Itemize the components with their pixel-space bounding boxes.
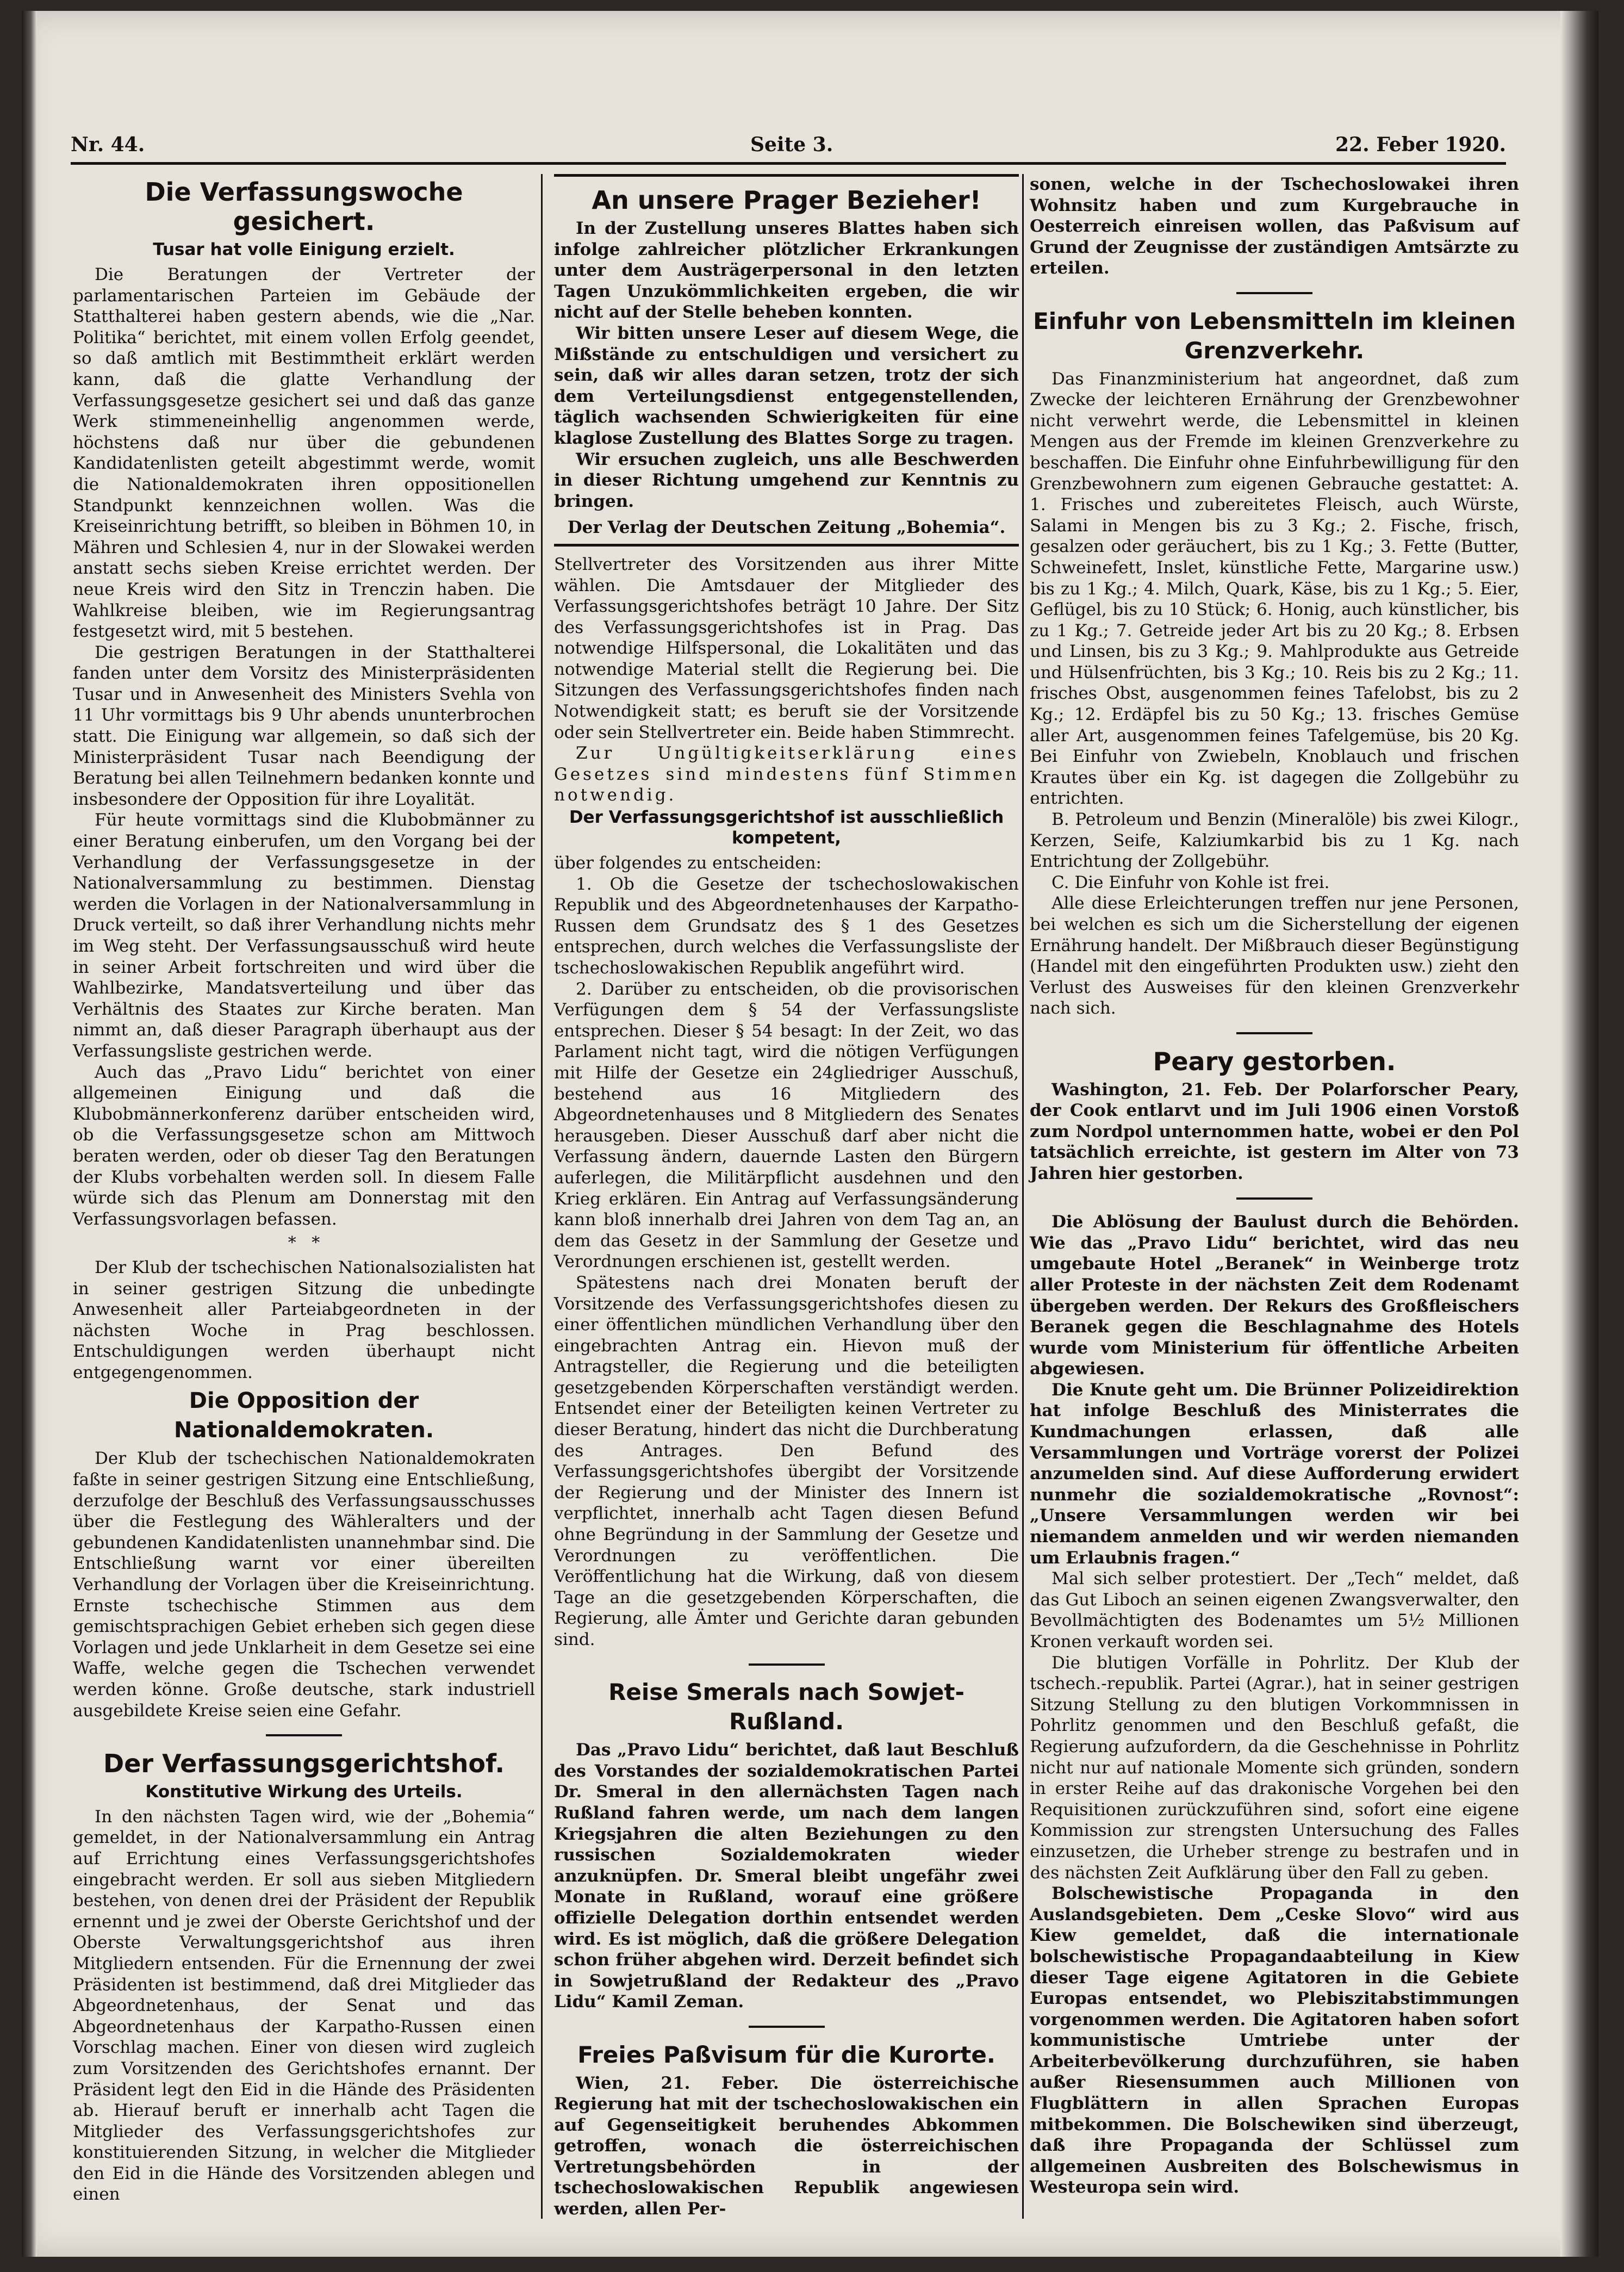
paragraph: Stellvertreter des Vorsitzenden aus ihrer Mitte wählen. Die Amtsdauer der Mitglieder des Verfassungsgerichtshofes beträgt 10 Jahre. Der Sitz des Verfassungsgerichtshofes ist in Prag. Das notwendige Hilfspersonal, die Lokalitäten und das notwendige Material stellt die Regierung bei. Die Sitzungen des Verfassungsgerichtshofes finden nach Notwendigkeit statt; es beruft sie der Vorsitzende oder sein Stellvertreter ein. Beide haben Stimmrecht. — [554, 554, 1019, 742]
paragraph-spaced: Zur Ungültigkeitserklärung eines Gesetzes sind mindestens fünf Stimmen notwendig. — [554, 743, 1019, 805]
paragraph: über folgendes zu entscheiden: — [554, 853, 822, 873]
paragraph: Die Ablösung der Baulust durch die Behörden. Wie das „Pravo Lidu“ berichtet, wird das neu umgebaute Hotel „Beranek“ in Weinberge trotz aller Proteste in der nächsten Zeit dem Rodenamt übergeben werden. Der Rekurs des Großfleischers Beranek gegen die Beschlagnahme des Hotels wurde vom Ministerium für öffentliche Arbeiten abgewiesen. — [1030, 1212, 1519, 1379]
article-title-passvisum: Freies Paßvisum für die Kurorte. — [577, 2041, 995, 2068]
paragraph: B. Petroleum und Benzin (Mineralöle) bis zwei Kilogr., Kerzen, Seife, Kalziumkarbid bis zu 1 Kg. nach Entrichtung der Zollgebühr. — [1030, 810, 1519, 872]
header-rule — [71, 162, 1506, 165]
paragraph: Bolschewistische Propaganda in den Auslandsgebieten. Dem „Ceske Slovo“ wird aus Kiew gemeldet, daß die internationale bolschewistische Propagandaabteilung in Kiew dieser Tage eigene Agitatoren in die Gebiete Europas entsendet, wo Plebiszitabstimmungen vorgenommen werden. Die Agitatoren haben sofort kommunistische Umtriebe unter der Arbeiterbevölkerung durchzuführen, sie haben außer Riesensummen auch Millionen von Flugblättern in allen Sprachen Europas mitbekommen. Die Bolschewiken sind überzeugt, daß ihre Propaganda der Schlüssel zum allgemeinen Ausbreiten des Bolschewismus in Westeuropa sein wird. — [1030, 1884, 1519, 2197]
column-2 — [552, 174, 1021, 2230]
asterisk-divider: * * — [288, 1233, 320, 1253]
paragraph: In den nächsten Tagen wird, wie der „Bohemia“ gemeldet, in der Nationalversammlung ein Antrag auf Errichtung eines Verfassungsgerichtshofes eingebracht werden. Er soll aus sieben Mitgliedern bestehen, von denen drei der Präsident der Republik ernennt und je zwei der Oberste Gerichtshof und der Oberste Verwaltungsgerichtshof aus ihren Mitgliedern entsenden. Für die Ernennung der zwei Präsidenten ist bestimmend, daß drei Mitglieder das Abgeordnetenhaus, der Senat und das Abgeordnetenhaus der Karpatho-Russen einen Vorschlag machen. Einer von diesen wird zugleich zum Vorsitzenden des Gerichtshofes ernannt. Der Präsident legt den Eid in die Hände des Präsidenten ab. Hierauf beruft er innerhalb acht Tagen die Mitglieder des Verfassungsgerichtshofes zur konstituierenden Sitzung, in welcher die Mitglieder den Eid in die Hände des Vorsitzenden ablegen und einen — [73, 1807, 535, 2205]
paragraph: Der Klub der tschechischen Nationalsozialisten hat in seiner gestrigen Sitzung die unbedingte Anwesenheit aller Parteiabgeordneten in der nächsten Woche in Prag beschlossen. Entschuldigungen werden überhaupt nicht entgegengenommen. — [73, 1257, 535, 1382]
page-binding-shadow — [22, 11, 37, 2257]
paragraph: Die Knute geht um. Die Brünner Polizeidirektion hat infolge Beschluß des Ministerrates die Kundmachungen erlassen, daß alle Versammlungen und Vorträge vorerst der Polizei anzumelden sind. Auf diese Aufforderung erwidert nunmehr die sozialdemokratische „Rovnost“: „Unsere Versammlungen werden wir bei niemandem anmelden und wir werden niemanden um Erlaubnis fragen.“ — [1030, 1380, 1519, 1568]
paragraph: C. Die Einfuhr von Kohle ist frei. — [1051, 872, 1330, 892]
section-divider — [1030, 282, 1519, 303]
paragraph: Das „Pravo Lidu“ berichtet, daß laut Beschluß des Vorstandes der sozialdemokratischen Partei Dr. Smeral in den allernächsten Tagen nach Rußland fahren werde, um nach dem langen Kriegsjahren die alten Beziehungen zu den russischen Sozialdemokraten wieder anzuknüpfen. Dr. Smeral bleibt ungefähr zwei Monate in Rußland, worauf eine größere offizielle Delegation dorthin entsendet werden wird. Es ist möglich, daß die größere Delegation schon früher abgehen wird. Derzeit befindet sich in Sowjetrußland der Redakteur des „Pravo Lidu“ Kamil Zeman. — [554, 1740, 1019, 2012]
section-divider — [1030, 1022, 1519, 1044]
column-1 — [71, 174, 537, 2230]
issue-number: Nr. 44. — [71, 133, 145, 156]
article-title-verfassungswoche: Die Verfassungswoche gesichert. — [145, 177, 463, 236]
paragraph: Die gestrigen Beratungen in der Statthalterei fanden unter dem Vorsitz des Ministerpräsidenten Tusar und in Anwesenheit des Ministers Svehla von 11 Uhr vormittags bis 9 Uhr abends ununterbrochen statt. Die Einigung war allgemein, so daß sich der Ministerpräsident Tusar nach Beendigung der Beratung bei allen Teilnehmern bedanken konnte und insbesondere der Opposition für ihre Loyalität. — [73, 642, 535, 809]
paragraph: sonen, welche in der Tschechoslowakei ihren Wohnsitz haben und zum Kurgebrauche in Oesterreich einreisen wollen, das Paßvisum auf Grund der Zeugnisse der zuständigen Amtsärzte zu erteilen. — [1030, 175, 1519, 278]
subscriber-notice — [554, 174, 1019, 547]
section-divider — [73, 1724, 535, 1746]
paragraph: Wir bitten unsere Leser auf diesem Wege, die Mißstände zu entschuldigen und versichert zu sein, daß wir alles daran setzen, trotz der sich dem Verteilungsdienst entgegenstellenden, täglich wachsenden Schwierigkeiten für eine klaglose Zustellung des Blattes Sorge zu tragen. — [554, 323, 1019, 448]
section-divider — [1030, 1188, 1519, 1209]
notice-title: An unsere Prager Bezieher! — [592, 185, 981, 215]
column-3 — [1028, 174, 1521, 2230]
paragraph: Die Beratungen der Vertreter der parlamentarischen Parteien im Gebäude der Statthalterei haben gestern abends, wie die „Nar. Politika“ berichtet, mit einem vollen Erfolg geendet, so daß amtlich mit Bestimmtheit erklärt werden kann, daß die glatte Verhandlung der Verfassungsgesetze gesichert sei und daß das ganze Werk stimmeneinhellig angenommen werde, höchstens daß nur über die gebundenen Kandidatenlisten geteilt abgestimmt werde, womit die Nationaldemokraten ihren oppositionellen Standpunkt kennzeichnen wollen. Was die Kreiseinrichtung betrifft, so bleiben in Böhmen 10, in Mähren und Schlesien 4, nur in der Slowakei werden anstatt sechs sieben Kreise errichtet werden. Der neue Kreis wird den Sitz in Trenczin haben. Die Wahlkreise bleiben, wie im Regierungsantrag festgesetzt wird, mit 5 bestehen. — [73, 265, 535, 642]
article-title-verfassungsgerichtshof: Der Verfassungsgerichtshof. — [103, 1748, 505, 1778]
paragraph: Für heute vormittags sind die Klubobmänner zu einer Beratung einberufen, um den Vorgang bei der Verhandlung der Verfassungsgesetze in der Nationalversammlung zu bestimmen. Dienstag werden die Vorlagen in der Nationalversammlung in Druck verteilt, so daß ihrer Verhandlung nichts mehr im Weg steht. Der Verfassungsausschuß wird heute in seiner Arbeit fortschreiten und wird über die Wahlbezirke, Mandatsverteilung und über das Verhältnis des Staates zur Kirche beraten. Man nimmt an, daß dieser Paragraph überhaupt aus der Verfassungsliste gestrichen werde. — [73, 810, 535, 1061]
column-rule-1 — [541, 174, 543, 2219]
page-header — [71, 128, 1506, 166]
notice-signature: Der Verlag der Deutschen Zeitung „Bohemia“. — [567, 518, 1006, 538]
paragraph: Der Klub der tschechischen Nationaldemokraten faßte in seiner gestrigen Sitzung eine Entschließung, derzufolge der Beschluß des Verfassungsausschusses über die Festlegung des Wähleralters und der gebundenen Kandidatenlisten unannehmbar sind. Die Entschließung warnt vor einer übereilten Verhandlung der Vorlagen über die Kreiseinrichtung. Ernste tschechische Stimmen aus dem gemischtsprachigen Gebiet erheben sich gegen diese Vorlagen und jede Unklarheit in dem Gesetze sei eine Waffe, welche gegen die Tschechen verwendet werden könne. Große deutsche, stark industriell ausgebildete Kreise seien eine Gefahr. — [73, 1449, 535, 1721]
paragraph: Die blutigen Vorfälle in Pohrlitz. Der Klub der tschech.-republik. Partei (Agrar.), hat in seiner gestrigen Sitzung Stellung zu den blutigen Vorkommnissen in Pohrlitz genommen und den Beschluß gefaßt, die Regierung aufzufordern, da die Geschehnisse in Pohrlitz nicht nur auf nationale Momente sich gründen, sondern in erster Reihe auf das drakonische Vorgehen bei den Requisitionen zurückzuführen sind, sofort eine eigene Kommission zur strengsten Untersuchung des Falles einzusetzen, die Urheber strenge zu bestrafen und in des nächsten Zeit Aufklärung über den Fall zu geben. — [1030, 1653, 1519, 1883]
newspaper-page — [22, 11, 1598, 2257]
section-divider — [554, 2016, 1019, 2037]
competence-heading: Der Verfassungsgerichtshof ist ausschließlich kompetent, — [569, 808, 1004, 848]
paragraph: Spätestens nach drei Monaten beruft der Vorsitzende des Verfassungsgerichtshofes diesen zu einer öffentlichen mündlichen Verhandlung über den eingebrachten Antrag ein. Hievon muß der Antragsteller, die Regierung und die beteiligten gesetzgebenden Körperschaften verständigt werden. Entsendet einer der Beteiligten keinen Vertreter zu dieser Beratung, hindert das nicht die Durchberatung des Antrages. Den Befund des Verfassungsgerichtshofes übergibt der Vorsitzende der Regierung und der Minister des Innern ist verpflichtet, innerhalb acht Tagen diesen Befund ohne Begründung in der Sammlung der Gesetze und Verordnungen zu veröffentlichen. Die Veröffentlichung hat die Wirkung, daß von diesem Tage an die gesetzgebenden Körperschaften, die Regierung, alle Ämter und Gerichte daran gebunden sind. — [554, 1272, 1019, 1649]
paragraph: Wir ersuchen zugleich, uns alle Beschwerden in dieser Richtung umgehend zur Kenntnis zu bringen. — [554, 449, 1019, 511]
article-title-opposition: Die Opposition der Nationaldemokraten. — [173, 1388, 434, 1443]
article-subtitle-tusar: Tusar hat volle Einigung erzielt. — [153, 240, 455, 259]
column-rule-2 — [1022, 174, 1024, 2219]
article-title-smeral: Reise Smerals nach Sowjet-Rußland. — [608, 1679, 965, 1735]
paragraph: Wien, 21. Feber. Die österreichische Regierung hat mit der tschechoslowakischen ein auf Gegenseitigkeit beruhendes Abkommen getroffen, wonach die österreichischen Vertretungsbehörden in der tschechoslowakischen Republik angewiesen werden, allen Per- — [554, 2073, 1019, 2219]
paragraph: In der Zustellung unseres Blattes haben sich infolge zahlreicher plötzlicher Erkrankungen unter dem Austrägerpersonal in den letzten Tagen Unzukömmlichkeiten ergeben, die wir nicht auf der Stelle beheben konnten. — [554, 219, 1019, 322]
paragraph: Das Finanzministerium hat angeordnet, daß zum Zwecke der leichteren Ernährung der Grenzbewohner nicht verwehrt werde, die Lebensmittel in kleinen Mengen aus der Fremde im kleinen Grenzverkehre zu beschaffen. Die Einfuhr ohne Einfuhrbewilligung für den Grenzbewohnern zum eigenen Gebrauche gestattet: A. 1. Frisches und zubereitetes Fleisch, auch Würste, Salami in Mengen bis zu 3 Kg.; 2. Fische, frisch, gesalzen oder geräuchert, bis zu 1 Kg.; 3. Fette (Butter, Schweinefett, Inslet, künstliche Fette, Margarine usw.) bis zu 1 Kg.; 4. Milch, Quark, Käse, bis zu 1 Kg.; 5. Eier, Geflügel, bis zu 10 Stück; 6. Honig, auch künstlicher, bis zu 1 Kg.; 7. Getreide jeder Art bis zu 20 Kg.; 8. Erbsen und Linsen, bis zu 3 Kg.; 9. Mahlprodukte aus Getreide und Hülsenfrüchten, bis 3 Kg.; 10. Reis bis zu 2 Kg.; 11. frisches Obst, ausgenommen feines Tafelobst, bis zu 2 Kg.; 12. Erdäpfel bis zu 50 Kg.; 13. frisches Gemüse aller Art, ausgenommen feines Tafelgemüse, bis 20 Kg. Bei Einfuhr von Zwiebeln, Knoblauch und frischen Krautes über ein Kg. ist dagegen die Zollgebühr zu entrichten. — [1030, 369, 1519, 809]
paragraph: 1. Ob die Gesetze der tschechoslowakischen Republik und des Abgeordnetenhauses der Karpatho-Russen dem Grundsatz des § 1 des Gesetzes entsprechen, durch welches die Verfassungsliste der tschechoslowakischen Republik angeführt wird. — [554, 874, 1019, 978]
paragraph: Alle diese Erleichterungen treffen nur jene Personen, bei welchen es sich um die Sicherstellung der eigenen Ernährung handelt. Der Mißbrauch dieser Begünstigung (Handel mit den eingeführten Produkten usw.) zieht den Verlust des Ausweises für den kleinen Grenzverkehr nach sich. — [1030, 893, 1519, 1019]
page-edge-shadow — [1560, 11, 1598, 2257]
paragraph: Auch das „Pravo Lidu“ berichtet von einer allgemeinen Einigung und daß die Klubobmännerkonferenz darüber entscheiden wird, ob die Verfassungsgesetze schon am Mittwoch beraten werden, oder ob dieser Tag den Beratungen der Klubs vorbehalten werden soll. In diesem Falle würde sich das Plenum am Donnerstag mit den Verfassungsvorlagen befassen. — [73, 1062, 535, 1229]
article-subtitle-wirkung: Konstitutive Wirkung des Urteils. — [145, 1781, 463, 1802]
issue-date: 22. Feber 1920. — [1335, 133, 1506, 156]
page-number: Seite 3. — [750, 133, 833, 156]
section-divider — [554, 1654, 1019, 1675]
paragraph: 2. Darüber zu entscheiden, ob die provisorischen Verfügungen dem § 54 der Verfassungsliste entsprechen. Dieser § 54 besagt: In der Zeit, wo das Parlament nicht tagt, wird die nötigen Verfügungen mit Hilfe der Gesetze ein 24gliedriger Ausschuß, bestehend aus 16 Mitgliedern des Abgeordnetenhauses und 8 Mitgliedern des Senates herausgeben. Dieser Ausschuß darf aber nicht die Verfassung ändern, dauernde Lasten den Bürgern auferlegen, die Militärpflicht ausdehnen und den Krieg erklären. Ein Antrag auf Verfassungsänderung kann bloß innerhalb drei Jahren von dem Tag an, an dem das Gesetz in der Sammlung der Gesetze und Verordnungen erschienen ist, gestellt werden. — [554, 979, 1019, 1272]
paragraph: Washington, 21. Feb. Der Polarforscher Peary, der Cook entlarvt und im Juli 1906 einen Vorstoß zum Nordpol unternommen hatte, wobei er den Pol tatsächlich erreichte, ist gestern im Alter von 73 Jahren hier gestorben. — [1030, 1079, 1519, 1183]
paragraph: Mal sich selber protestiert. Der „Tech“ meldet, daß das Gut Liboch an seinen eigenen Zwangsverwalter, den Bevollmächtigten des Bodenamtes um 5½ Millionen Kronen verkauft worden sei. — [1030, 1569, 1519, 1652]
article-title-peary: Peary gestorben. — [1153, 1046, 1396, 1076]
article-title-lebensmittel: Einfuhr von Lebensmitteln im kleinen Grenzverkehr. — [1033, 307, 1516, 364]
